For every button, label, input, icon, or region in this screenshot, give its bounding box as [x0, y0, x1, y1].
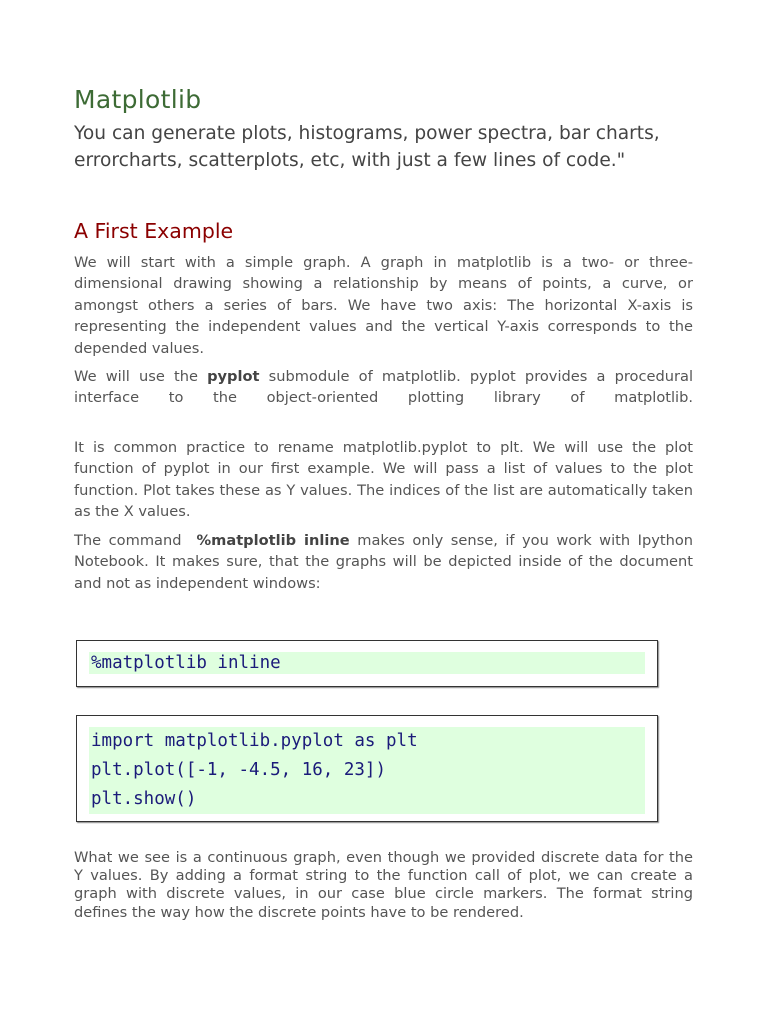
paragraph-inline-bold: %matplotlib inline	[196, 532, 350, 549]
paragraph-continuous-graph: What we see is a continuous graph, even though we provided discrete data for the Y values. By adding a format string to the function call of plot, we can create a graph with discrete values, in our case blue circle markers. The format string defines the way how the discrete points have to be rendered.	[74, 849, 693, 921]
paragraph-plt-convention: It is common practice to rename matplotlib.pyplot to plt. We will use the plot function of pyplot in our first example. We will pass a list of values to the plot function. Plot takes these as Y values. The indices of the list are automatically taken as the X values.	[74, 439, 693, 521]
code-area	[89, 727, 645, 814]
paragraph-pyplot-text-end: submodule of matplotlib. pyplot provides a procedural interface to the object-oriented plotting library of matplotlib.	[74, 368, 693, 407]
page-subtitle: You can generate plots, histograms, power spectra, bar charts, errorcharts, scatterplots, etc, with just a few lines of code."	[74, 123, 660, 171]
paragraph-pyplot-bold: pyplot	[207, 368, 260, 385]
paragraph-inline-text-end: makes only sense, if you work with Ipython Notebook. It makes sure, that the graphs will be depicted inside of the document and not as independent windows:	[74, 532, 694, 592]
code-line: plt.plot([-1, -4.5, 16, 23])	[91, 760, 387, 780]
paragraph-pyplot-text-start: We will use the	[74, 368, 208, 385]
code-line: plt.show()	[91, 789, 197, 809]
paragraph-intro: We will start with a simple graph. A graph in matplotlib is a two- or three-dimensional drawing showing a relationship by means of points, a curve, or amongst others a series of bars. We have two axis: The horizontal X-axis is representing the independent values and the vertical Y-axis corresponds to the depended values.	[74, 254, 693, 357]
page-title: Matplotlib	[74, 85, 202, 114]
code-block-inline[interactable]	[76, 640, 658, 687]
code-area	[89, 652, 645, 674]
paragraph-inline-command	[74, 530, 693, 594]
code-line: %matplotlib inline	[91, 653, 281, 673]
paragraph-inline-text-start: The command	[74, 532, 197, 549]
section-heading: A First Example	[74, 219, 234, 243]
paragraph-pyplot	[74, 366, 693, 409]
code-block-plot[interactable]	[76, 715, 658, 822]
code-line: import matplotlib.pyplot as plt	[91, 731, 418, 751]
